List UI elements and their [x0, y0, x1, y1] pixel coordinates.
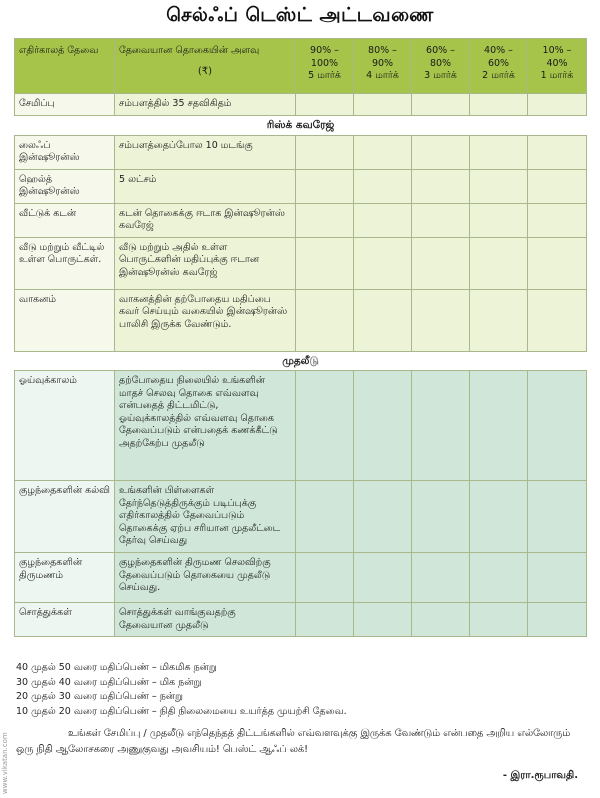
score-cell	[354, 553, 412, 603]
score-cell	[528, 237, 587, 289]
amount-cell: சொத்துக்கள் வாங்குவதற்கு தேவையான முதலீடு	[115, 603, 296, 637]
section-title-risk-coverage: ரிஸ்க் கவரேஜ்	[15, 116, 587, 136]
score-cell	[296, 237, 354, 289]
score-cell	[296, 603, 354, 637]
author-credit: - இரா.ரூபாவதி.	[502, 770, 578, 781]
score-legend	[16, 661, 347, 719]
score-cell	[470, 237, 528, 289]
header-future-need: எதிர்காலத் தேவை	[15, 39, 115, 94]
header-grade-1: 10% – 40% 1 மார்க்	[528, 39, 587, 94]
need-cell: வீட்டுக் கடன்	[15, 203, 115, 237]
header-grade-5: 90% – 100% 5 மார்க்	[296, 39, 354, 94]
table-row	[15, 603, 587, 637]
score-cell	[528, 169, 587, 203]
score-cell	[412, 237, 470, 289]
score-cell	[470, 371, 528, 481]
need-cell: ஹெல்த் இன்ஷூரன்ஸ்	[15, 169, 115, 203]
section-title-investment: முதலீடு	[15, 351, 587, 371]
score-cell	[528, 371, 587, 481]
amount-cell: 5 லட்சம்	[115, 169, 296, 203]
score-cell	[296, 203, 354, 237]
score-cell	[296, 135, 354, 169]
table-row	[15, 237, 587, 289]
need-cell: லைஃப் இன்ஷூரன்ஸ்	[15, 135, 115, 169]
score-cell	[296, 481, 354, 553]
score-cell	[470, 203, 528, 237]
page-title: செல்ஃப் டெஸ்ட் அட்டவணை	[166, 4, 434, 26]
score-cell	[354, 169, 412, 203]
amount-cell: கடன் தொகைக்கு ஈடாக இன்ஷூரன்ஸ் கவரேஜ்	[115, 203, 296, 237]
score-cell	[354, 135, 412, 169]
score-cell	[470, 603, 528, 637]
score-cell	[470, 135, 528, 169]
score-cell	[412, 135, 470, 169]
need-cell: வாகனம்	[15, 289, 115, 351]
advice-note: உங்கள் சேமிப்பு / முதலீடு எந்தெந்தத் திட்டங்களில் எவ்வளவுக்கு இருக்க வேண்டும் என்பதை அறிய எல்லோரும் ஒரு நிதி ஆலோசகரை அணுகுவது அவசியம்! பெஸ்ட் ஆஃப் லக்!	[16, 728, 571, 755]
score-legend-line: 10 முதல் 20 வரை மதிப்பெண் – நிதி நிலைமையை உயர்த்த முயற்சி தேவை.	[16, 705, 347, 717]
score-legend-line: 30 முதல் 40 வரை மதிப்பெண் – மிக நன்று	[16, 676, 202, 688]
header-required-amount	[115, 39, 296, 94]
table-row	[15, 289, 587, 351]
score-cell	[354, 203, 412, 237]
score-cell	[412, 481, 470, 553]
score-legend-line: 40 முதல் 50 வரை மதிப்பெண் – மிகமிக நன்று	[16, 662, 217, 673]
need-cell: சேமிப்பு	[15, 94, 115, 116]
score-cell	[412, 289, 470, 351]
table-row	[15, 135, 587, 169]
need-cell: சொத்துக்கள்	[15, 603, 115, 637]
score-cell	[412, 94, 470, 116]
need-cell: குழந்தைகளின் திருமணம்	[15, 553, 115, 603]
section-row-risk	[15, 116, 587, 136]
self-test-table	[14, 38, 587, 637]
score-cell	[354, 289, 412, 351]
header-grade-4: 80% – 90% 4 மார்க்	[354, 39, 412, 94]
amount-cell: குழந்தைகளின் திருமண செலவிற்கு தேவைப்படும் தொகையை முதலீடு செய்வது.	[115, 553, 296, 603]
amount-cell: உங்களின் பிள்ளைகள் தேர்ந்தெடுத்திருக்கும் படிப்புக்கு எதிர்காலத்தில் தேவைப்படும் தொகைக்கு ஏற்ப சரியான முதலீட்டை தேர்வு செய்வது	[115, 481, 296, 553]
score-cell	[528, 553, 587, 603]
table-row	[15, 203, 587, 237]
amount-cell: சம்பளத்தில் 35 சதவிகிதம்	[115, 94, 296, 116]
header-required-amount-label: தேவையான தொகையின் அளவு	[119, 45, 260, 56]
amount-cell: சம்பளத்தைப்போல 10 மடங்கு	[115, 135, 296, 169]
score-cell	[412, 553, 470, 603]
score-cell	[354, 94, 412, 116]
amount-cell: வீடு மற்றும் அதில் உள்ள பொருட்களின் மதிப்புக்கு ஈடான இன்ஷூரன்ஸ் கவரேஜ்	[115, 237, 296, 289]
score-cell	[470, 289, 528, 351]
score-cell	[296, 94, 354, 116]
score-cell	[528, 94, 587, 116]
score-cell	[528, 289, 587, 351]
amount-cell: வாகனத்தின் தற்போதைய மதிப்பை கவர் செய்யும் வகையில் இன்ஷூரன்ஸ் பாலிசி இருக்க வேண்டும்.	[115, 289, 296, 351]
score-cell	[528, 135, 587, 169]
score-cell	[528, 203, 587, 237]
score-cell	[412, 169, 470, 203]
score-cell	[296, 553, 354, 603]
table-row	[15, 553, 587, 603]
score-cell	[412, 371, 470, 481]
score-cell	[354, 371, 412, 481]
table-row	[15, 371, 587, 481]
score-cell	[412, 603, 470, 637]
watermark: www.vikatan.com	[1, 732, 9, 794]
table-row-savings	[15, 94, 587, 116]
score-cell	[412, 203, 470, 237]
table-row	[15, 169, 587, 203]
score-cell	[470, 481, 528, 553]
amount-cell: தற்போதைய நிலையில் உங்களின் மாதச் செலவு தொகை எவ்வளவு என்பதைத் திட்டமிட்டு, ஓய்வுக்காலத்தில் எவ்வளவு தொகை தேவைப்படும் என்பதைக் கணக்கீட்டு அதற்கேற்ப முதலீடு	[115, 371, 296, 481]
section-row-investment	[15, 351, 587, 371]
score-cell	[296, 371, 354, 481]
score-cell	[528, 481, 587, 553]
rupee-unit: (₹)	[197, 65, 213, 77]
score-cell	[470, 94, 528, 116]
score-cell	[528, 603, 587, 637]
score-legend-line: 20 முதல் 30 வரை மதிப்பெண் – நன்று	[16, 691, 183, 702]
score-cell	[470, 169, 528, 203]
need-cell: வீடு மற்றும் வீட்டில் உள்ள பொருட்கள்.	[15, 237, 115, 289]
header-grade-3: 60% – 80% 3 மார்க்	[412, 39, 470, 94]
score-cell	[296, 169, 354, 203]
need-cell: குழந்தைகளின் கல்வி	[15, 481, 115, 553]
score-cell	[354, 237, 412, 289]
header-grade-2: 40% – 60% 2 மார்க்	[470, 39, 528, 94]
score-cell	[470, 553, 528, 603]
need-cell: ஓய்வுக்காலம்	[15, 371, 115, 481]
score-cell	[354, 603, 412, 637]
table-row	[15, 481, 587, 553]
table-header-row	[15, 39, 587, 94]
score-cell	[296, 289, 354, 351]
score-cell	[354, 481, 412, 553]
